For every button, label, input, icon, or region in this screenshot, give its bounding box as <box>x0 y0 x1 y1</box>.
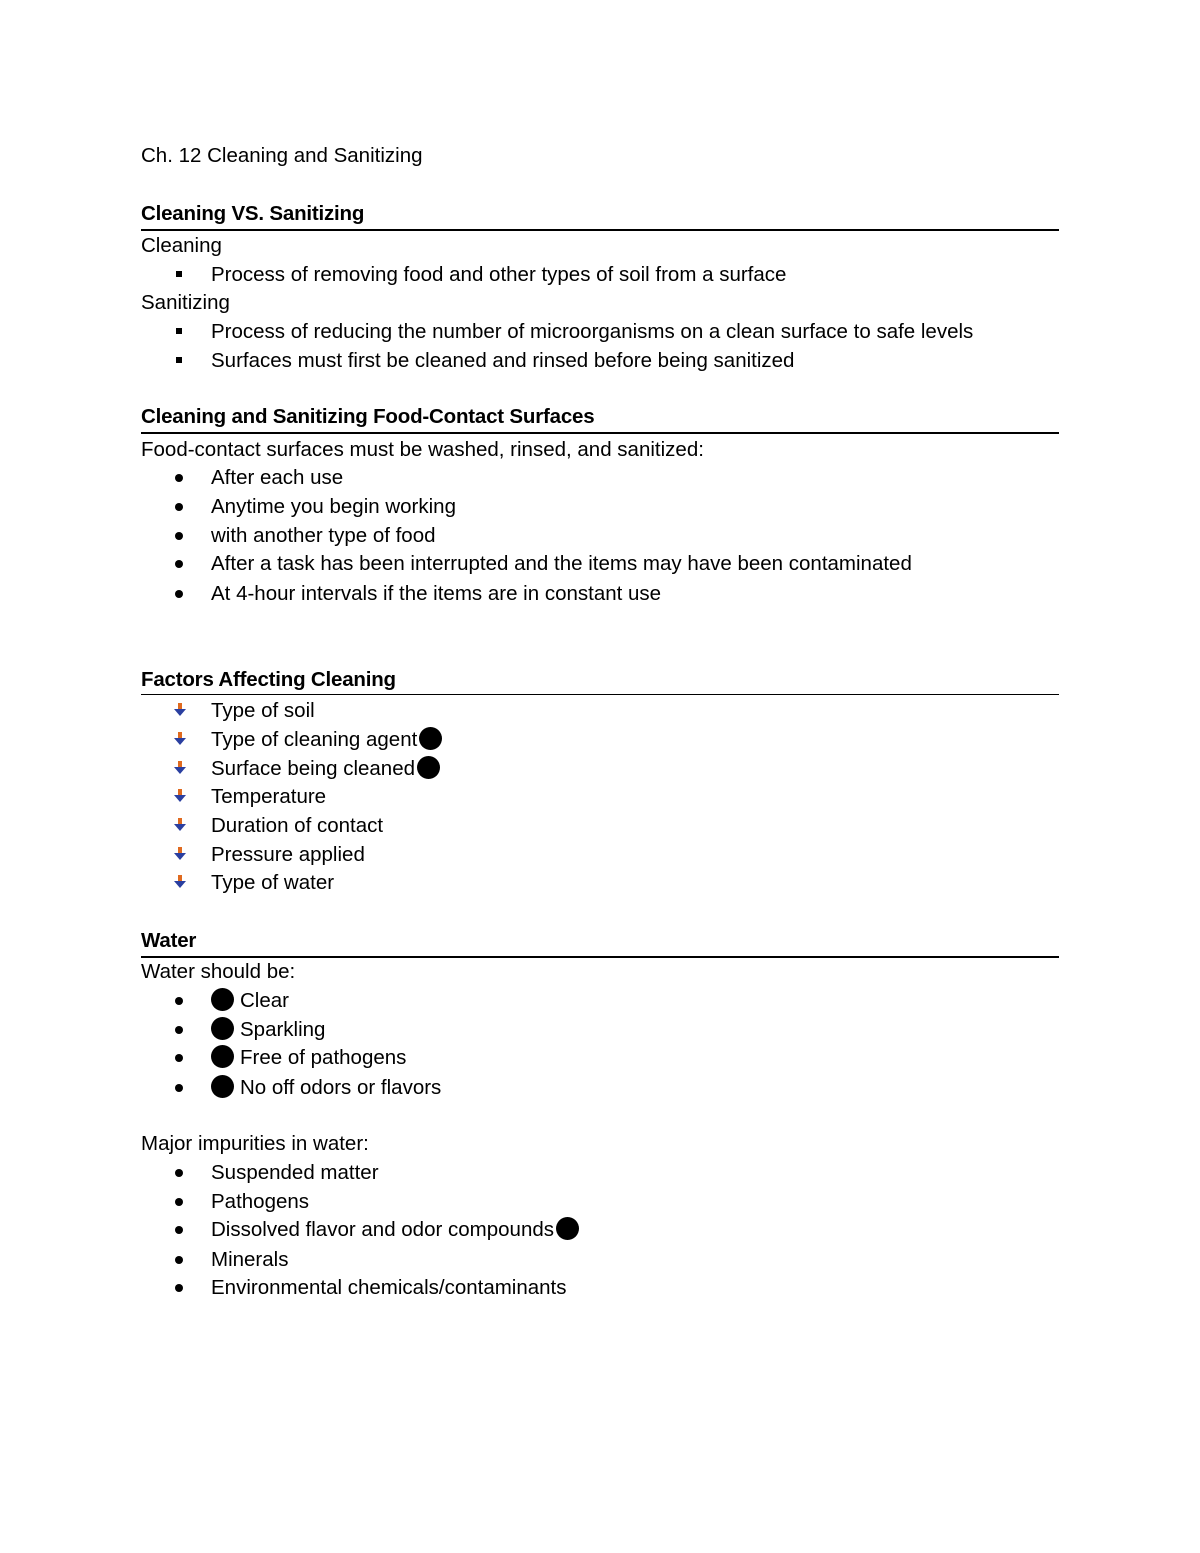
section-divider <box>141 229 1059 231</box>
list-item: Pathogens <box>211 1188 309 1216</box>
arrow-bullet-icon <box>175 783 189 811</box>
document-title: Ch. 12 Cleaning and Sanitizing <box>141 144 423 167</box>
list-item: Type of cleaning agent <box>211 726 442 754</box>
sanitizing-label: Sanitizing <box>141 291 230 314</box>
arrow-bullet-icon <box>175 869 189 897</box>
arrow-bullet-icon <box>175 841 189 869</box>
list-item: Duration of contact <box>211 812 383 840</box>
round-bullet-icon <box>175 1216 189 1244</box>
square-bullet-icon <box>175 347 189 375</box>
list-item: Temperature <box>211 783 326 811</box>
section-heading-water: Water <box>141 929 197 952</box>
list-item: Free of pathogens <box>211 1044 406 1072</box>
list-item: No off odors or flavors <box>211 1074 441 1102</box>
section-heading-food-contact-surfaces: Cleaning and Sanitizing Food-Contact Surfaces <box>141 405 595 428</box>
round-bullet-icon <box>175 1016 189 1044</box>
section-heading-factors-affecting-cleaning: Factors Affecting Cleaning <box>141 668 396 691</box>
round-bullet-icon <box>175 1159 189 1187</box>
list-item: Dissolved flavor and odor compounds <box>211 1216 579 1244</box>
arrow-bullet-icon <box>175 726 189 754</box>
list-item: Surfaces must first be cleaned and rinsed before being sanitized <box>211 347 794 375</box>
list-item: Environmental chemicals/contaminants <box>211 1274 567 1302</box>
list-item: Process of reducing the number of microorganisms on a clean surface to safe levels <box>211 318 973 346</box>
round-bullet-icon <box>175 493 189 521</box>
filled-circle-icon <box>211 988 234 1011</box>
list-item: Pressure applied <box>211 841 365 869</box>
list-item: Sparkling <box>211 1016 325 1044</box>
square-bullet-icon <box>175 261 189 289</box>
round-bullet-icon <box>175 1188 189 1216</box>
round-bullet-icon <box>175 580 189 608</box>
list-item: After each use <box>211 464 343 492</box>
list-item: Type of water <box>211 869 334 897</box>
round-bullet-icon <box>175 1044 189 1072</box>
list-item: At 4-hour intervals if the items are in constant use <box>211 580 661 608</box>
section-intro: Food-contact surfaces must be washed, rinsed, and sanitized: <box>141 438 704 461</box>
section-intro: Water should be: <box>141 960 296 983</box>
arrow-bullet-icon <box>175 755 189 783</box>
filled-circle-icon <box>419 727 442 750</box>
section-divider <box>141 432 1059 434</box>
list-item: Process of removing food and other types of soil from a surface <box>211 261 786 289</box>
round-bullet-icon <box>175 1274 189 1302</box>
filled-circle-icon <box>417 756 440 779</box>
section-divider <box>141 694 1059 695</box>
round-bullet-icon <box>175 550 189 578</box>
round-bullet-icon <box>175 987 189 1015</box>
arrow-bullet-icon <box>175 697 189 725</box>
list-item: Suspended matter <box>211 1159 379 1187</box>
filled-circle-icon <box>556 1217 579 1240</box>
list-item: Surface being cleaned <box>211 755 440 783</box>
square-bullet-icon <box>175 318 189 346</box>
round-bullet-icon <box>175 522 189 550</box>
arrow-bullet-icon <box>175 812 189 840</box>
round-bullet-icon <box>175 464 189 492</box>
filled-circle-icon <box>211 1075 234 1098</box>
list-item: After a task has been interrupted and the items may have been contaminated <box>211 550 912 578</box>
filled-circle-icon <box>211 1017 234 1040</box>
round-bullet-icon <box>175 1074 189 1102</box>
filled-circle-icon <box>211 1045 234 1068</box>
impurities-intro: Major impurities in water: <box>141 1132 369 1155</box>
cleaning-label: Cleaning <box>141 234 222 257</box>
list-item: with another type of food <box>211 522 436 550</box>
list-item: Anytime you begin working <box>211 493 456 521</box>
list-item: Clear <box>211 987 289 1015</box>
round-bullet-icon <box>175 1246 189 1274</box>
list-item: Type of soil <box>211 697 315 725</box>
section-heading-cleaning-vs-sanitizing: Cleaning VS. Sanitizing <box>141 202 365 225</box>
list-item: Minerals <box>211 1246 288 1274</box>
